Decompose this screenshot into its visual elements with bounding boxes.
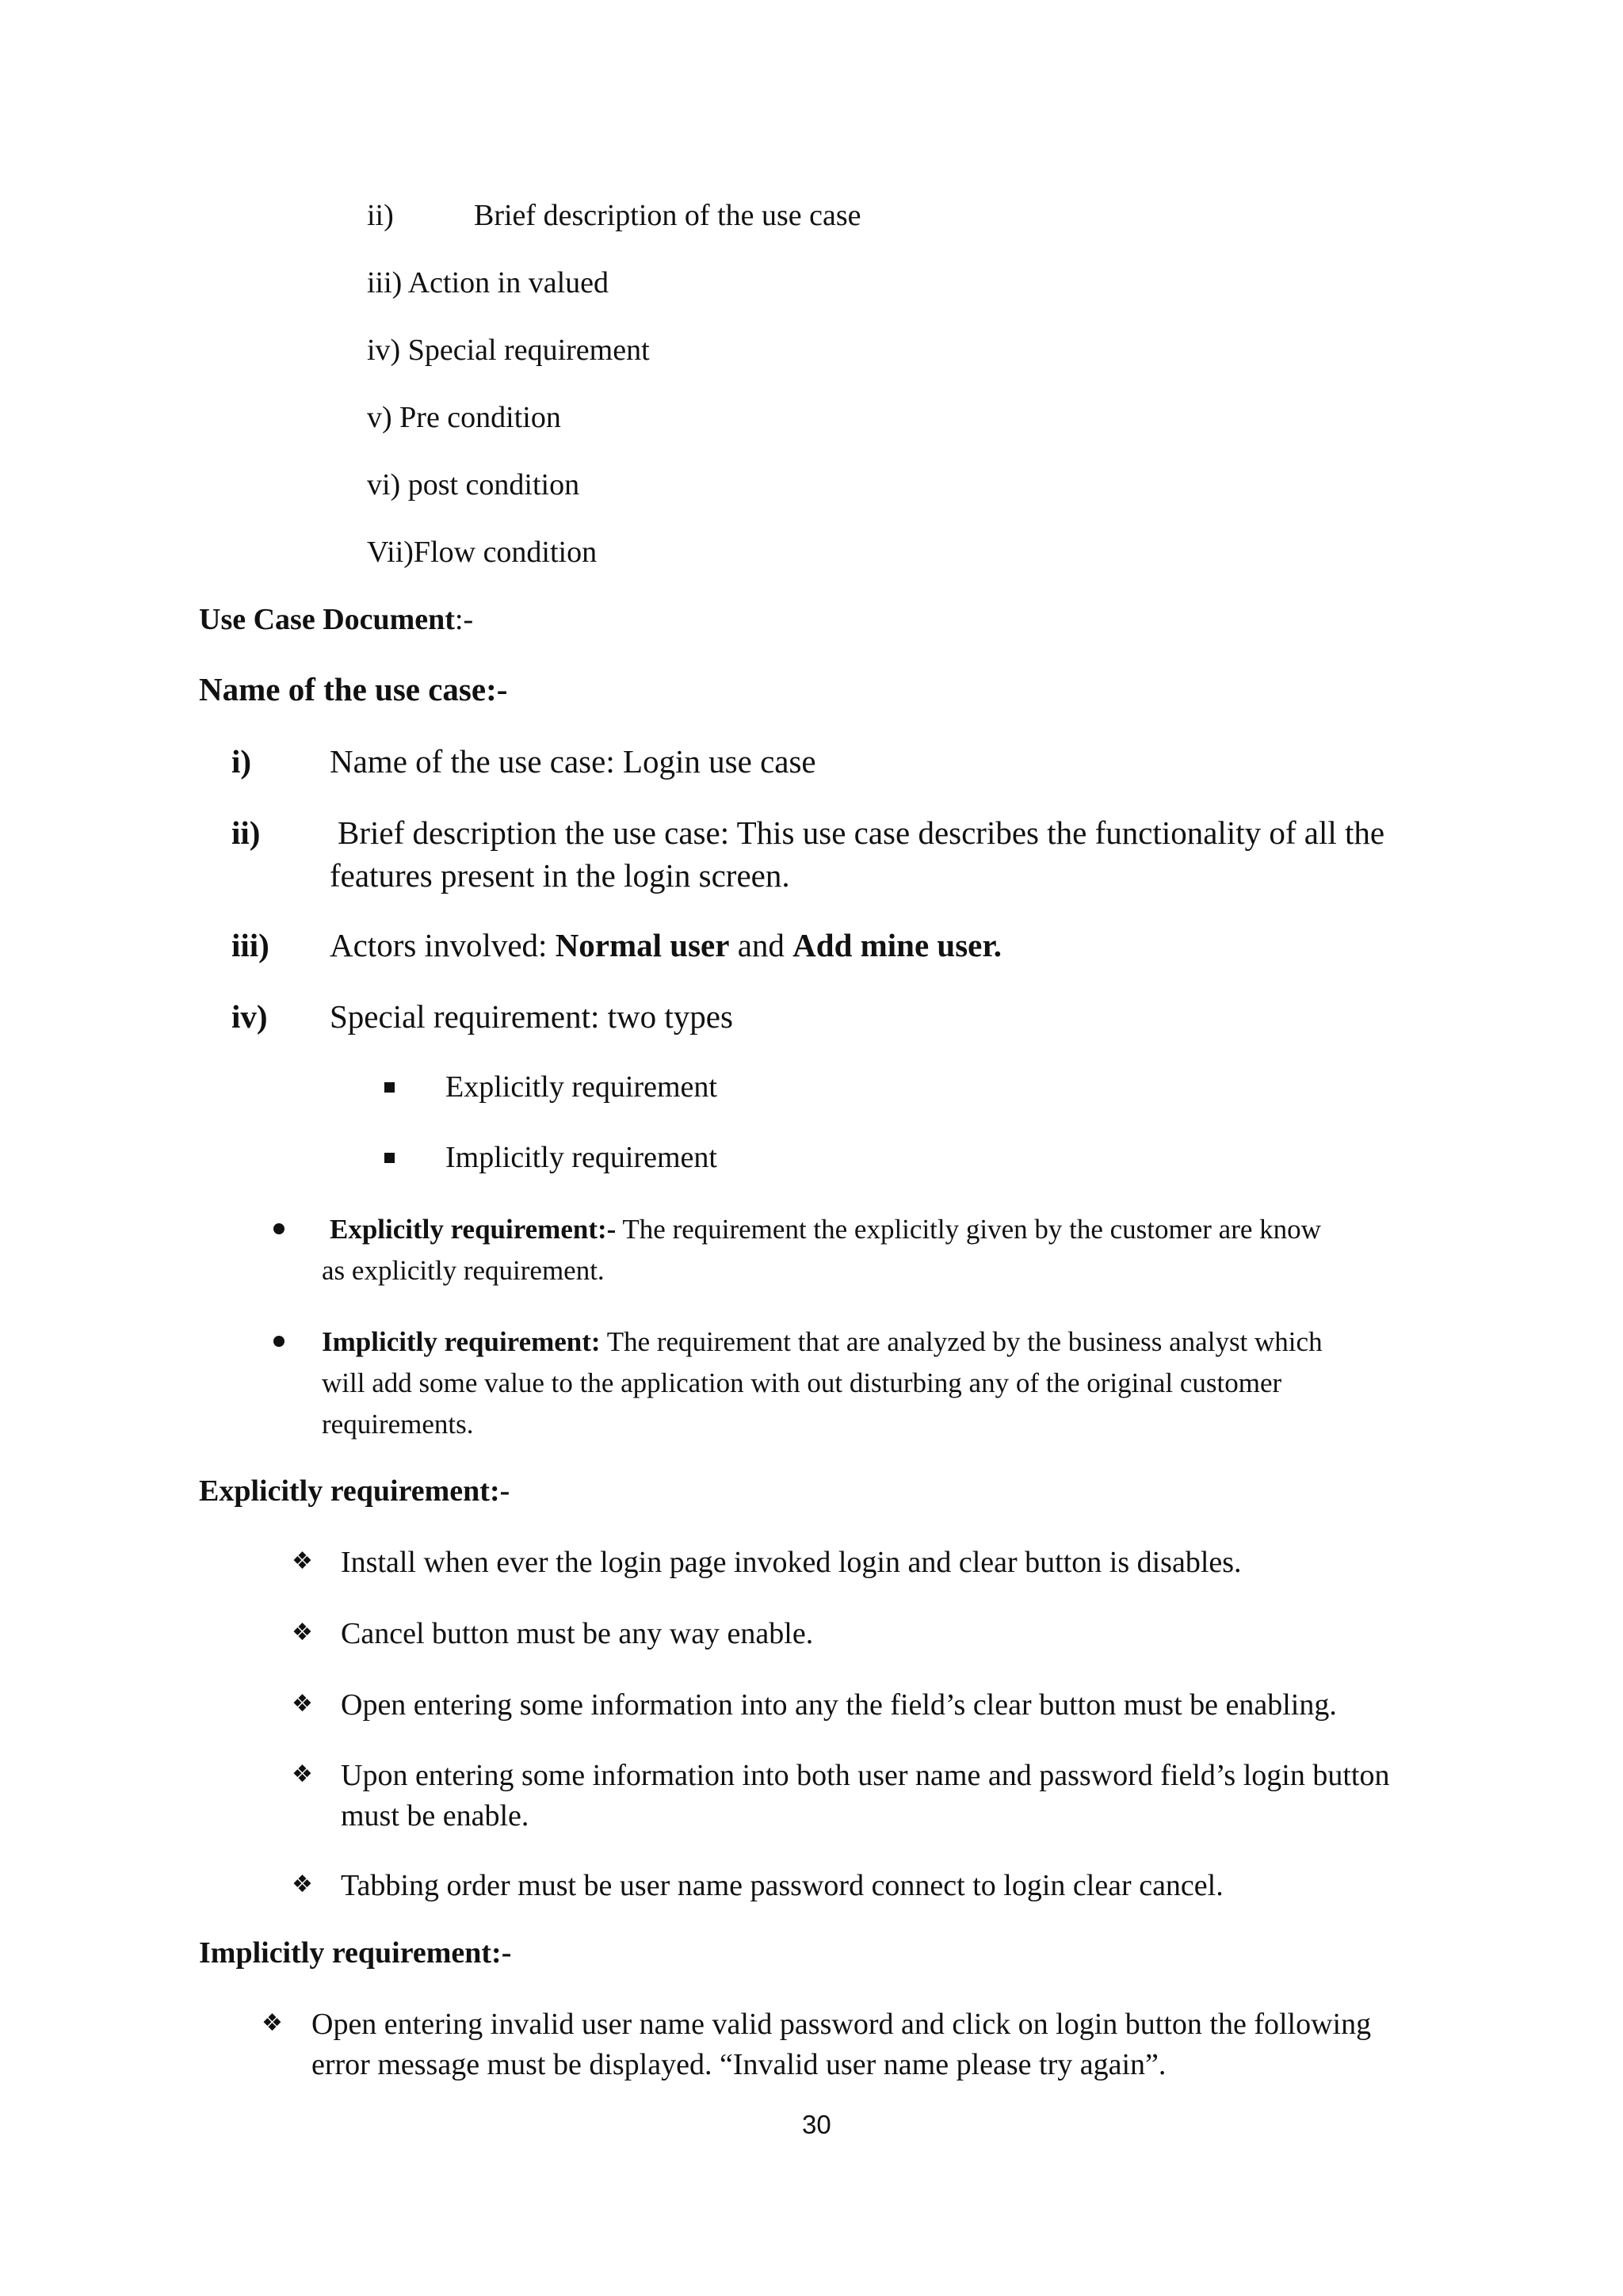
- top-list-item-ii: Brief description of the use case: [474, 199, 861, 232]
- diamond-bullet-icon: ❖: [292, 1619, 313, 1646]
- numbered-item-iv: Special requirement: two types: [330, 998, 733, 1035]
- diamond-bullet-icon: ❖: [292, 1547, 313, 1575]
- explicit-item-4-line2: must be enable.: [341, 1799, 529, 1833]
- definition-implicit-line3: requirements.: [322, 1409, 474, 1440]
- square-bullet-icon: [384, 1153, 395, 1163]
- diamond-bullet-icon: ❖: [292, 1760, 313, 1788]
- round-bullet-icon: [273, 1336, 285, 1347]
- use-case-document-heading: Use Case Document:-: [199, 603, 474, 636]
- explicit-item-4-line1: Upon entering some information into both user name and password field’s login button: [341, 1759, 1390, 1792]
- round-bullet-icon: [273, 1223, 285, 1234]
- diamond-bullet-icon: ❖: [292, 1871, 313, 1898]
- top-list-item-v: v) Pre condition: [367, 401, 561, 434]
- top-list-item-vii: Vii)Flow condition: [367, 536, 598, 569]
- diamond-bullet-icon: ❖: [262, 2009, 283, 2037]
- implicit-item-1-line1: Open entering invalid user name valid password and click on login button the following: [311, 2008, 1372, 2041]
- top-list-num-ii: ii): [367, 199, 394, 232]
- numbered-num-iv: iv): [231, 998, 268, 1035]
- definition-implicit-line1: Implicitly requirement: The requirement that are analyzed by the business analyst which: [322, 1326, 1323, 1357]
- name-of-use-case-heading: Name of the use case:-: [199, 671, 508, 707]
- numbered-num-i: i): [231, 743, 252, 780]
- top-list-item-iv: iv) Special requirement: [367, 334, 650, 367]
- numbered-item-iii: Actors involved: Normal user and Add mine user.: [330, 927, 1002, 963]
- definition-explicit-line1: Explicitly requirement:- The requirement the explicitly given by the customer are know: [330, 1214, 1321, 1245]
- numbered-item-ii-line1: Brief description the use case: This use case describes the functionality of all the: [338, 814, 1385, 851]
- definition-explicit-line2: as explicitly requirement.: [322, 1255, 605, 1286]
- page-number: 30: [802, 2110, 831, 2139]
- top-list-item-iii: iii) Action in valued: [367, 266, 609, 299]
- type-item-implicit: Implicitly requirement: [445, 1141, 717, 1174]
- explicit-requirement-heading: Explicitly requirement:-: [199, 1474, 510, 1508]
- numbered-num-ii: ii): [231, 814, 261, 851]
- explicit-item-1: Install when ever the login page invoked login and clear button is disables.: [341, 1546, 1242, 1579]
- square-bullet-icon: [384, 1082, 395, 1093]
- top-list-item-vi: vi) post condition: [367, 468, 580, 502]
- explicit-item-3: Open entering some information into any the field’s clear button must be enabling.: [341, 1688, 1337, 1722]
- implicit-item-1-line2: error message must be displayed. “Invalid user name please try again”.: [311, 2048, 1167, 2081]
- explicit-item-2: Cancel button must be any way enable.: [341, 1617, 814, 1650]
- numbered-item-i: Name of the use case: Login use case: [330, 743, 816, 780]
- definition-implicit-line2: will add some value to the application with out disturbing any of the original customer: [322, 1367, 1282, 1398]
- explicit-item-5: Tabbing order must be user name password connect to login clear cancel.: [341, 1869, 1224, 1902]
- implicit-requirement-heading: Implicitly requirement:-: [199, 1936, 512, 1970]
- numbered-item-ii-line2: features present in the login screen.: [330, 857, 790, 894]
- diamond-bullet-icon: ❖: [292, 1690, 313, 1718]
- numbered-num-iii: iii): [231, 927, 269, 963]
- type-item-explicit: Explicitly requirement: [445, 1070, 717, 1104]
